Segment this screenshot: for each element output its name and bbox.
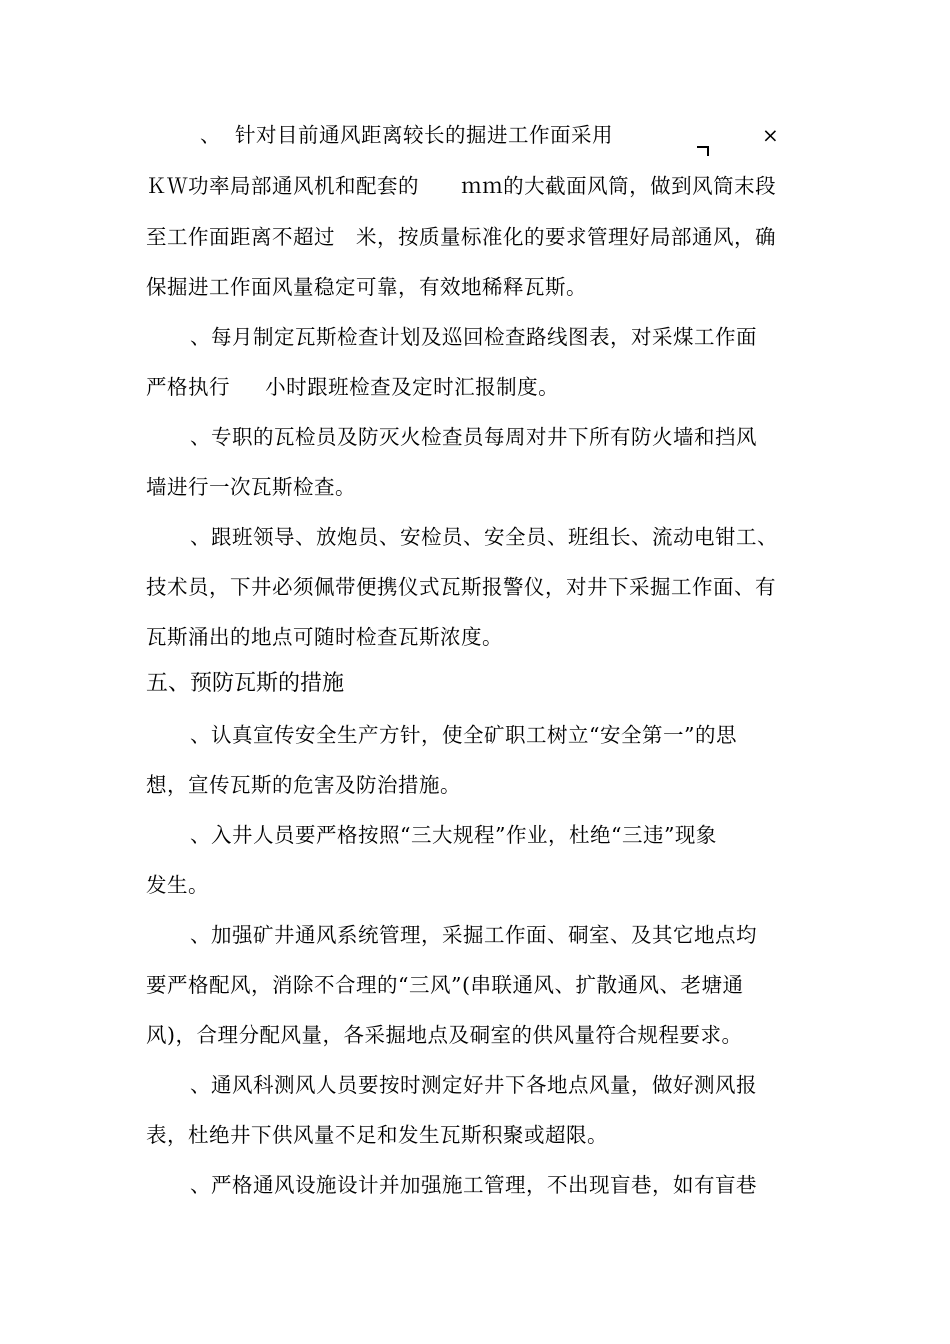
text-line-19: 、通风科测风人员要按时测定好井下各地点风量，做好测风报 (190, 1073, 757, 1097)
text-line-16: 、加强矿井通风系统管理，采掘工作面、硐室、及其它地点均 (190, 923, 757, 947)
text-line-12: 、认真宣传安全生产方针，使全矿职工树立“安全第一”的思 (190, 723, 737, 747)
text-line-20: 表，杜绝井下供风量不足和发生瓦斯积聚或超限。 (146, 1123, 608, 1147)
text-line-10: 技术员，下井必须佩带便携仪式瓦斯报警仪，对井下采掘工作面、有 (146, 575, 776, 599)
text-line-4: 保掘进工作面风量稳定可靠，有效地稀释瓦斯。 (146, 275, 587, 299)
section-heading: 五、预防瓦斯的措施 (146, 671, 345, 696)
times-sign: × (762, 123, 779, 147)
text-line-13: 想，宣传瓦斯的危害及防治措施。 (146, 773, 461, 797)
text-line-11: 瓦斯涌出的地点可随时检查瓦斯浓度。 (146, 625, 503, 649)
text-line-5: 、每月制定瓦斯检查计划及巡回检查路线图表，对采煤工作面 (190, 325, 757, 349)
text-line-21: 、严格通风设施设计并加强施工管理，不出现盲巷，如有盲巷 (190, 1173, 757, 1197)
text-line-1: 、 针对目前通风距离较长的掘进工作面采用 (200, 123, 614, 147)
text-line-8: 墙进行一次瓦斯检查。 (146, 475, 356, 499)
text-line-17: 要严格配风，消除不合理的“三风”(串联通风、扩散通风、老塘通 (146, 973, 744, 997)
text-line-7: 、专职的瓦检员及防灭火检查员每周对井下所有防火墙和挡风 (190, 425, 757, 449)
text-line-9: 、跟班领导、放炮员、安检员、安全员、班组长、流动电钳工、 (190, 525, 778, 549)
text-line-2: ＫＷ功率局部通风机和配套的 ｍｍ的大截面风筒，做到风筒末段 (146, 174, 777, 198)
text-line-3: 至工作面距离不超过 米，按质量标准化的要求管理好局部通风，确 (146, 225, 777, 249)
text-line-18: 风)，合理分配风量，各采掘地点及硐室的供风量符合规程要求。 (146, 1023, 743, 1047)
text-line-14: 、入井人员要严格按照“三大规程”作业，杜绝“三违”现象 (190, 823, 717, 847)
text-line-15: 发生。 (146, 873, 209, 897)
text-line-6: 严格执行 小时跟班检查及定时汇报制度。 (146, 375, 560, 399)
corner-mark (697, 146, 709, 156)
